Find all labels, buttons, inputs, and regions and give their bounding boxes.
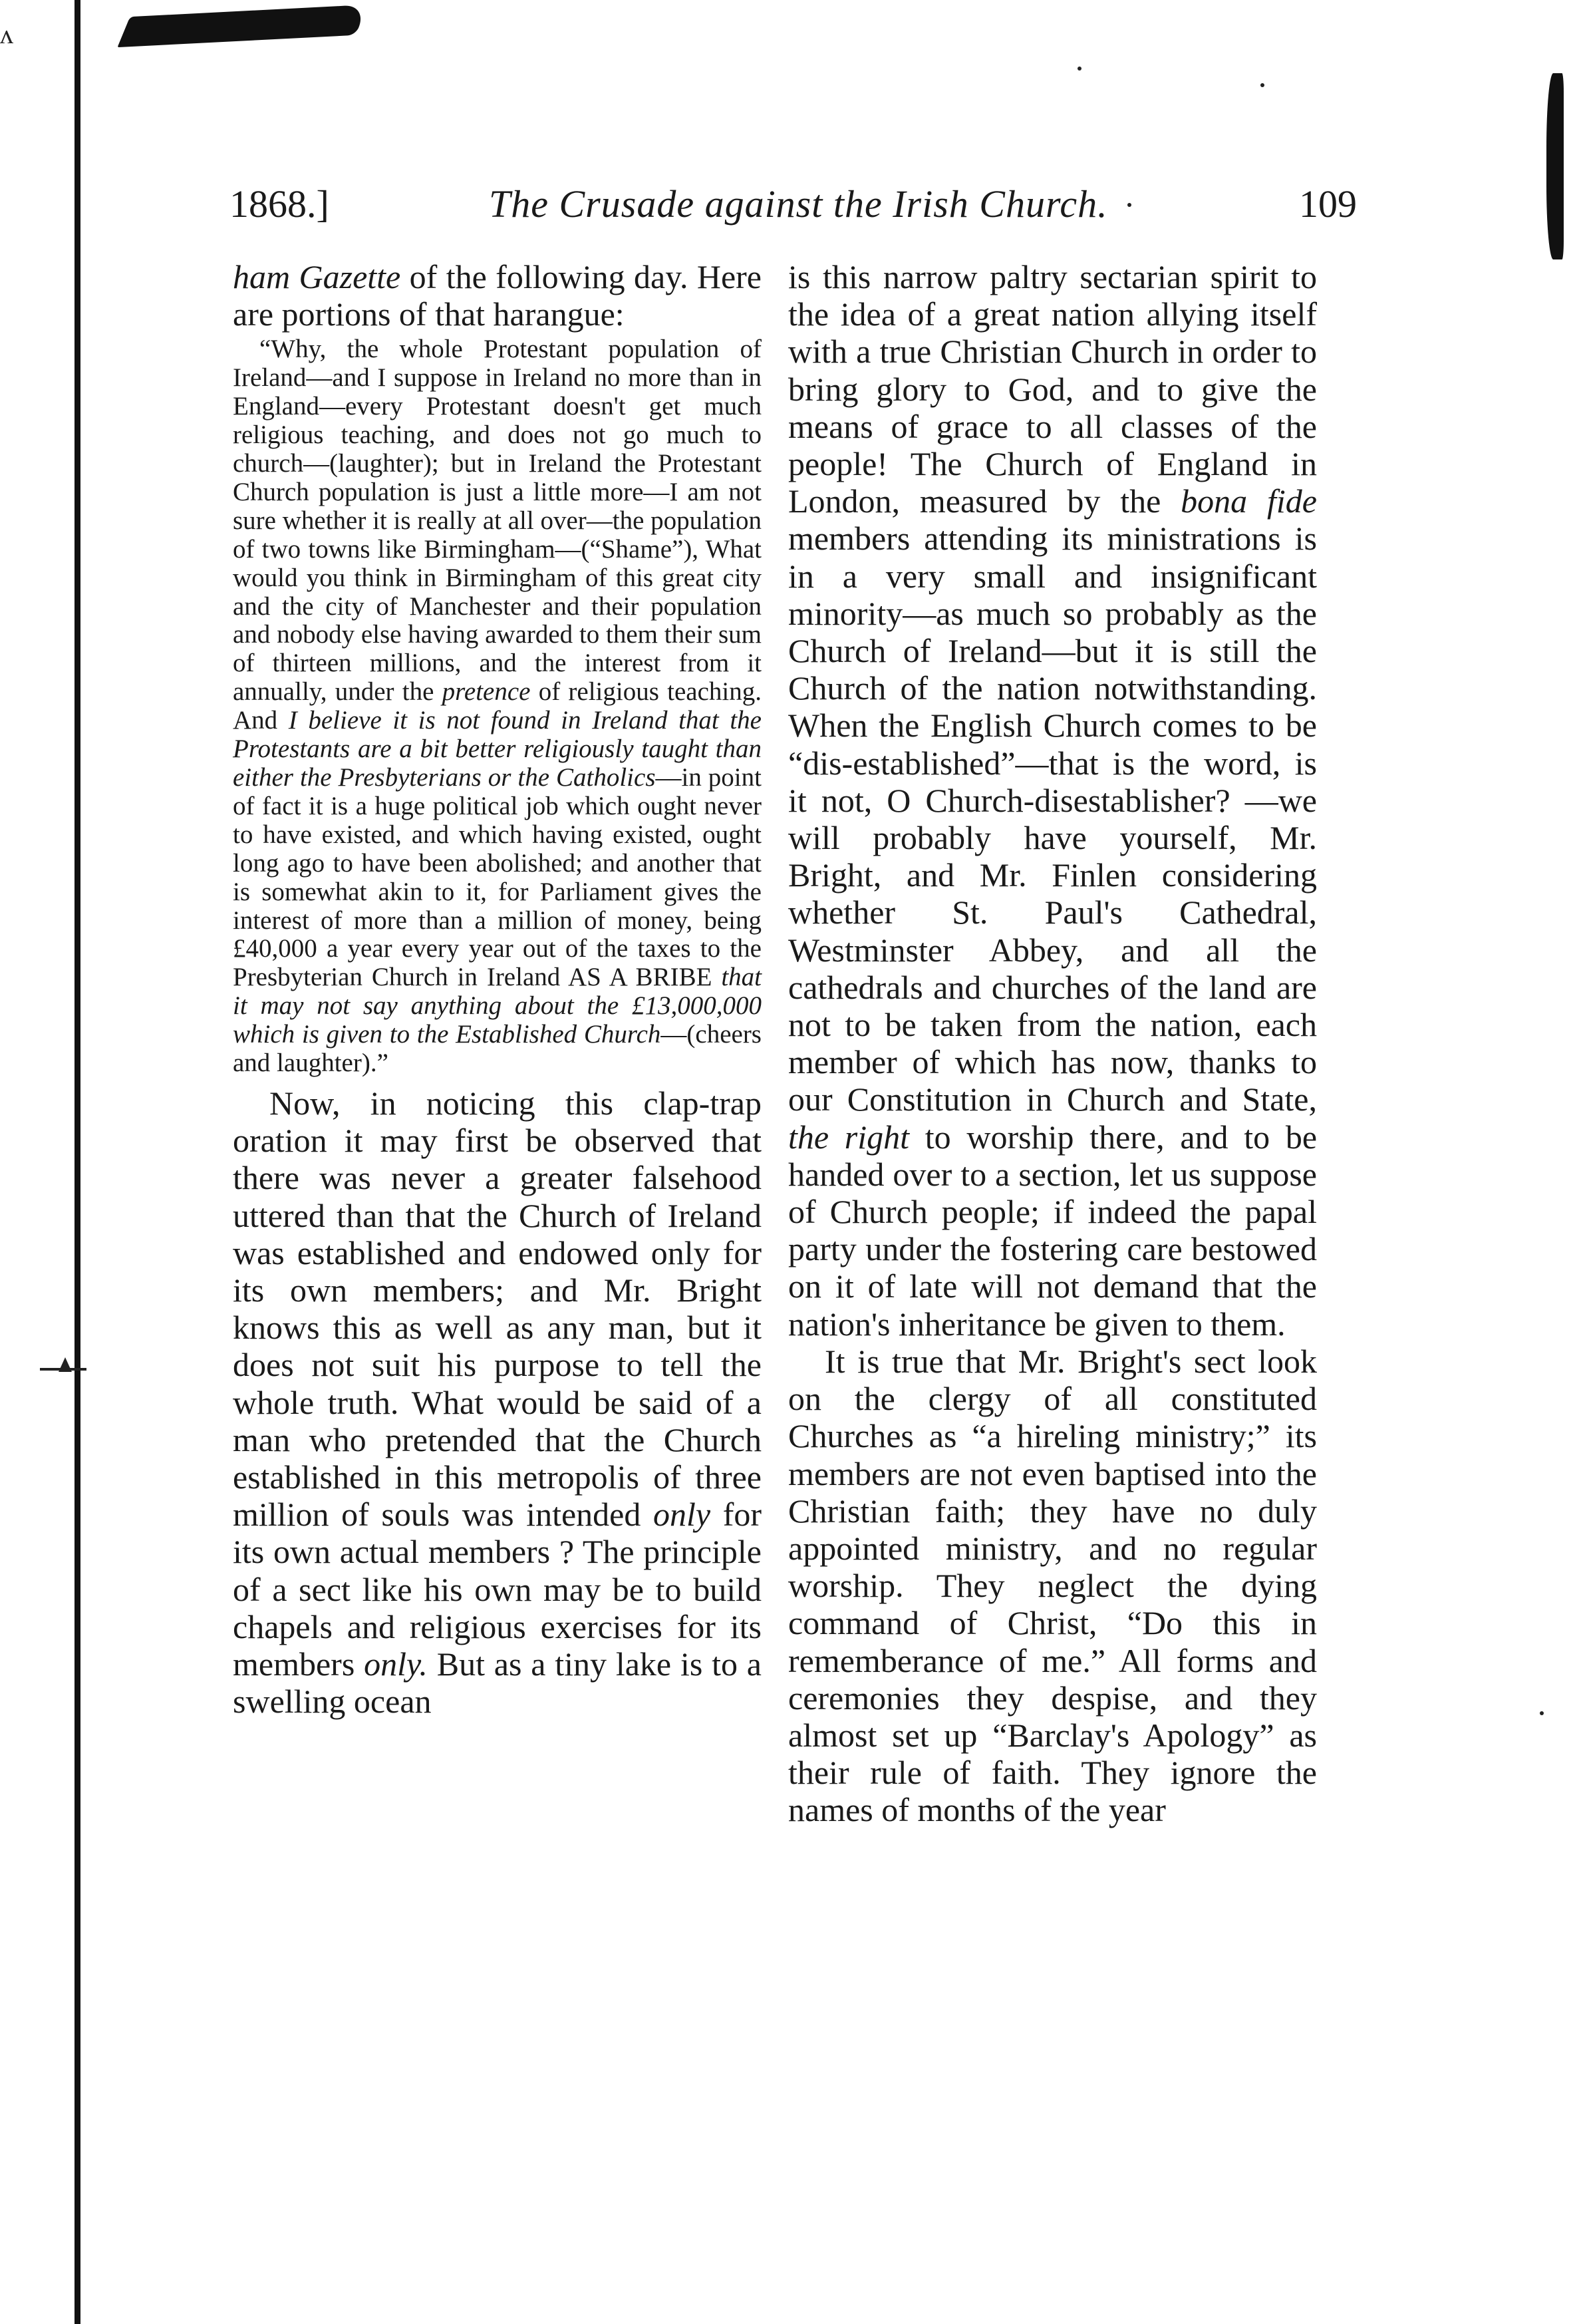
right-paragraph-2: It is true that Mr. Bright's sect look on the clergy of all constituted Churches as “a hireling ministry;” its members are not even baptised into the Christian faith; they have no duly appointed ministry, and no regular worship. They neglect the dying command of Christ, “Do this in rememberance of me.” All forms and ceremonies they despise, and they almost set up “Barclay's Apology” as their rule of faith. They ignore the names of months of the year (788, 1342, 1317, 1829)
text-italic: the right (788, 1118, 910, 1156)
ink-speck (1078, 67, 1081, 71)
right-column (788, 258, 1317, 1829)
left-paragraph-1 (233, 258, 762, 333)
text-run: of the following day. Here are portions of that harangue: (233, 258, 762, 333)
margin-arrow-mark (40, 1357, 86, 1381)
text-run: —(cheers and laughter).” (233, 1020, 762, 1078)
text-run: for its own actual members ? The principle of a sect like his own may be to build chapels and religious exercises for its members (233, 1496, 762, 1683)
binding-edge-line (74, 0, 80, 2324)
ink-speck (1260, 83, 1264, 87)
text-run: is this narrow paltry sectarian spirit to the idea of a great nation allying itself with a true Christian Church in order to bring glory to God, and to give the means of grace to all classes of the people! The Church of England in London, measured by the (788, 258, 1317, 520)
text-run: of religious teaching. And (233, 677, 762, 735)
ink-speck (1540, 1711, 1544, 1715)
text-run: “Why, the whole Protestant population of Ireland—and I suppose in Ireland no more than in England—every Protestant doesn't get much religious teaching, and does not go much to church—(laughter); but in Ireland the Protestant Church population is just a little more—I am not sure whether it is really at all over—the population of two towns like Birmingham—(“Shame”), What would you think in Birmingham of this great city and the city of Manchester and their population and nobody else having awarded to them their sum of thirteen millions, and the interest from it annually, under the (233, 335, 762, 707)
header-title: The Crusade against the Irish Church. (489, 182, 1108, 226)
text-run: to worship there, and to be handed over to a section, let us suppose of Church people; if indeed the papal party under the fostering care bestowed on it of late will not demand that the nation's inheritance be given to them. (788, 1118, 1318, 1343)
header-year: 1868.] (229, 182, 329, 226)
text-italic: bona fide (1181, 482, 1317, 520)
text-run: —in point of fact it is a huge political job which ought never to have existed, and which having existed, ought long ago to have been abolished; and another that is somewhat akin to it, for Parliament gives the interest of more than a million of money, being £40,000 a year every year out of the taxes to the Presbyterian Church in Ireland AS A BRIBE (233, 763, 762, 992)
corner-mark: ʌ (0, 19, 13, 49)
text-italic: only. (364, 1645, 428, 1683)
text-italic: only (652, 1496, 711, 1534)
text-run: members attending its ministrations is in a very small and insignificant minority—as much so probably as the Church of Ireland—but it is still the Church of the nation notwithstanding. When the English Church comes to be “dis-established”—that is the word, is it not, O Church-disestablisher? —we will probably have yourself, Mr. Bright, and Mr. Finlen considering whether St. Paul's Cathedral, Westminster Abbey, and all the cathedrals and churches of the land are not to be taken from the nation, each member of which has now, thanks to our Constitution in Church and State, (788, 520, 1317, 1118)
text-italic: pretence (442, 677, 531, 707)
text-run: Now, in noticing this clap-trap oration it may first be observed that there was never a greater falsehood uttered than that the Church of Ireland was established and endowed only for its own members; and Mr. Bright knows this as well as any man, but it does not suit his purpose to tell the whole truth. What would be said of a man who pretended that the Church established in this metropolis of three million of souls was intended (233, 1084, 762, 1534)
text-italic: that it may not say anything about the £13,000,000 which is given to the Established Church (233, 963, 762, 1049)
page-number: 109 (1299, 182, 1357, 226)
left-column (233, 258, 762, 1720)
text-italic: I believe it is not found in Ireland that the Protestants are a bit better religiously taught than either the Presbyterians or the Catholics (233, 706, 762, 792)
left-paragraph-2 (233, 1084, 762, 1720)
block-quote (233, 335, 762, 1078)
text-italic: ham Gazette (233, 258, 401, 295)
ink-smudge-right (1546, 73, 1564, 259)
right-paragraph-1 (788, 258, 1317, 1343)
running-header (229, 181, 1357, 228)
text-run: But as a tiny lake is to a swelling ocean (233, 1645, 762, 1721)
ink-smudge-top (117, 5, 368, 47)
